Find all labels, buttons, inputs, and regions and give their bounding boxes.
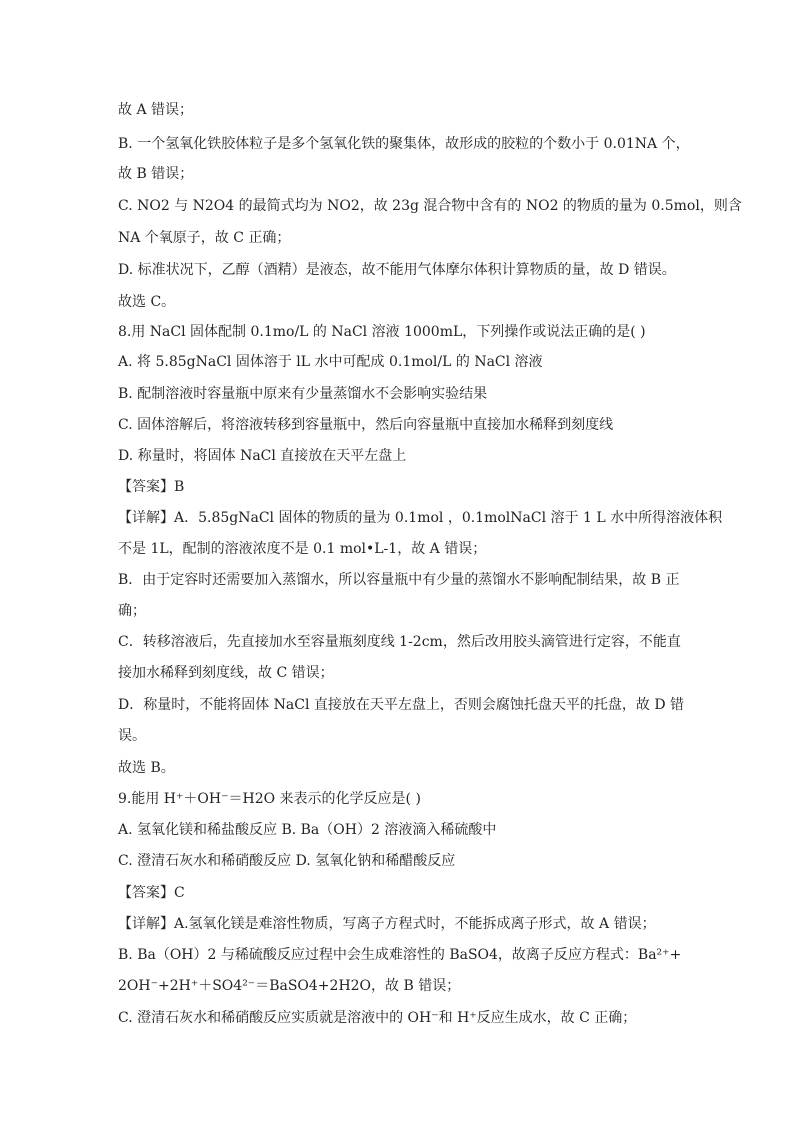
explanation-line: 【详解】A.氢氧化镁是难溶性物质，写离子方程式时，不能拆成离子形式，故 A 错误； bbox=[118, 916, 656, 932]
option-c: C. 固体溶解后，将溶液转移到容量瓶中，然后向容量瓶中直接加水稀释到刻度线 bbox=[118, 417, 614, 433]
text-line: B. 一个氢氧化铁胶体粒子是多个氢氧化铁的聚集体，故形成的胶粒的个数小于 0.01NA 个， bbox=[118, 136, 690, 152]
explanation-line: 接加水稀释到刻度线，故 C 错误； bbox=[118, 665, 334, 681]
text-line: 故 B 错误； bbox=[118, 166, 194, 182]
answer-label: 【答案】C bbox=[118, 885, 185, 901]
text-line: 故 A 错误； bbox=[118, 102, 194, 118]
explanation-line: C. 澄清石灰水和稀硝酸反应实质就是溶液中的 OH⁻和 H⁺反应生成水，故 C 正确； bbox=[118, 1010, 637, 1026]
option-d: D. 称量时，将固体 NaCl 直接放在天平左盘上 bbox=[118, 448, 407, 464]
explanation-line: 故选 B。 bbox=[118, 760, 175, 776]
options-ab: A. 氢氧化镁和稀盐酸反应 B. Ba（OH）2 溶液滴入稀硫酸中 bbox=[118, 822, 497, 838]
explanation-line: B．由于定容时还需要加入蒸馏水，所以容量瓶中有少量的蒸馏水不影响配制结果，故 B 正 bbox=[118, 572, 680, 588]
text-line: D. 标准状况下，乙醇（酒精）是液态，故不能用气体摩尔体积计算物质的量，故 D 错误。 bbox=[118, 262, 676, 278]
question-heading: 9.能用 H⁺＋OH⁻＝H2O 来表示的化学反应是( ) bbox=[118, 791, 421, 807]
explanation-line: 误。 bbox=[118, 728, 146, 744]
explanation-line: B. Ba（OH）2 与稀硫酸反应过程中会生成难溶性的 BaSO4，故离子反应方程式：Ba²⁺+ bbox=[118, 947, 682, 963]
option-a: A. 将 5.85gNaCl 固体溶于 lL 水中可配成 0.1mol/L 的 NaCl 溶液 bbox=[118, 354, 543, 370]
option-b: B. 配制溶液时容量瓶中原来有少量蒸馏水不会影响实验结果 bbox=[118, 386, 488, 402]
explanation-line: 确； bbox=[118, 603, 146, 619]
explanation-line: 2OH⁻+2H⁺＋SO4²⁻＝BaSO4+2H2O，故 B 错误； bbox=[118, 978, 461, 994]
explanation-line: 【详解】A．5.85gNaCl 固体的物质的量为 0.1mol ，0.1molNaCl 溶于 1 L 水中所得溶液体积 bbox=[118, 510, 723, 526]
explanation-line: D．称量时，不能将固体 NaCl 直接放在天平左盘上，否则会腐蚀托盘天平的托盘，故 D 错 bbox=[118, 697, 685, 713]
text-line: 故选 C。 bbox=[118, 294, 176, 310]
text-line: NA 个氧原子，故 C 正确； bbox=[118, 230, 291, 246]
question-heading: 8.用 NaCl 固体配制 0.1mo/L 的 NaCl 溶液 1000mL，下列操作或说法正确的是( ) bbox=[118, 324, 646, 340]
answer-label: 【答案】B bbox=[118, 479, 185, 495]
explanation-line: C．转移溶液后，先直接加水至容量瓶刻度线 1-2cm，然后改用胶头滴管进行定容，不能直 bbox=[118, 634, 681, 650]
text-line: C. NO2 与 N2O4 的最简式均为 NO2，故 23g 混合物中含有的 NO2 的物质的量为 0.5mol，则含 bbox=[118, 198, 742, 214]
explanation-line: 不是 1L，配制的溶液浓度不是 0.1 mol•L-1，故 A 错误； bbox=[118, 541, 487, 557]
options-cd: C. 澄清石灰水和稀硝酸反应 D. 氢氧化钠和稀醋酸反应 bbox=[118, 853, 456, 869]
